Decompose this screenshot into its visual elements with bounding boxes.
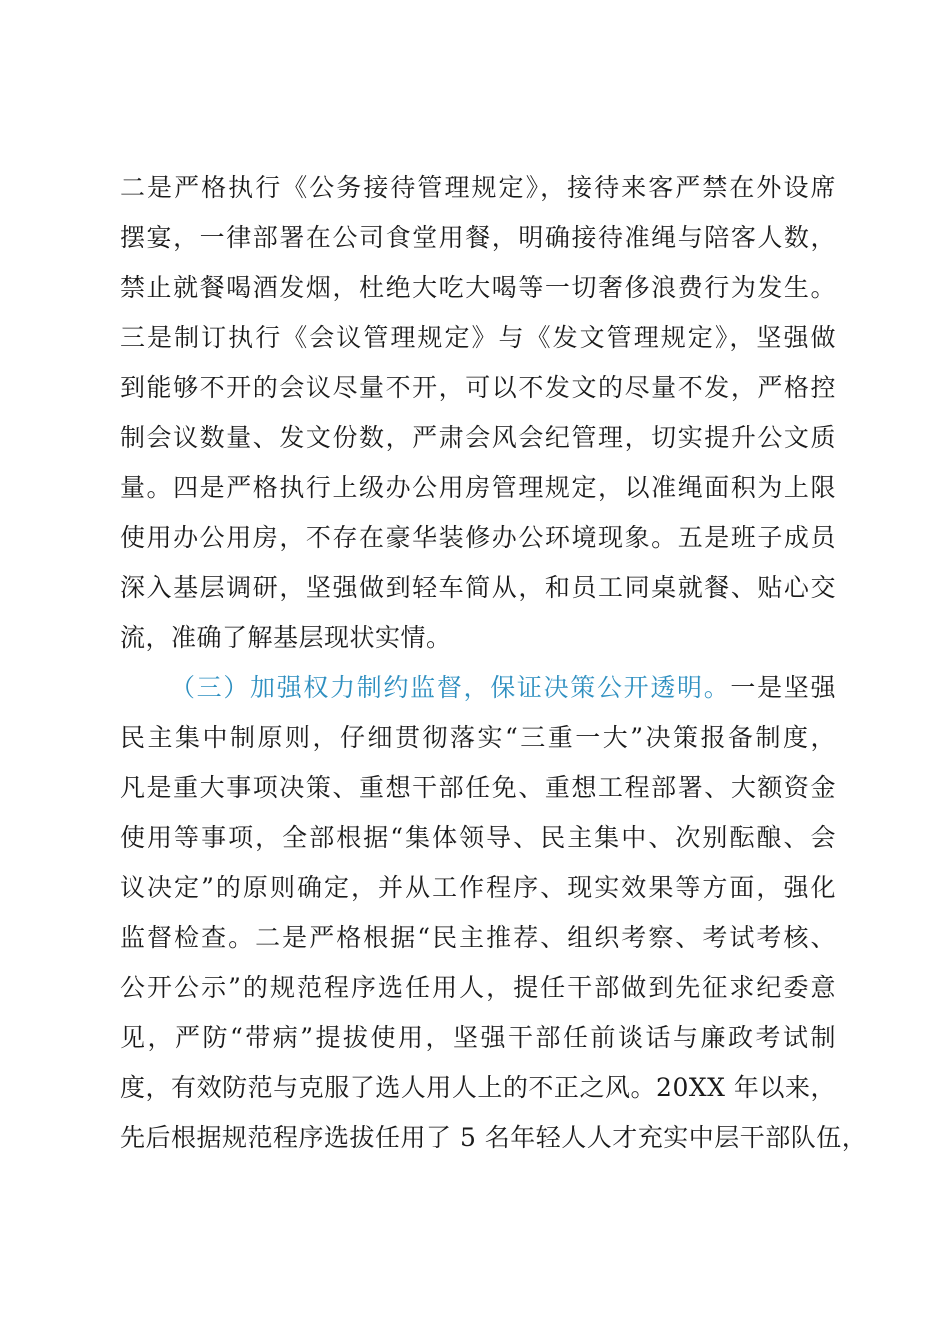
body-line: 度，有效防范与克服了选人用人上的不正之风。20XX 年以来，	[120, 1073, 836, 1102]
body-line: 凡是重大事项决策、重想干部任免、重想工程部署、大额资金	[120, 773, 836, 802]
body-line: 见，严防“带病”提拔使用，坚强干部任前谈话与廉政考试制	[120, 1023, 836, 1052]
body-line: 禁止就餐喝酒发烟，杜绝大吃大喝等一切奢侈浪费行为发生。	[120, 273, 836, 302]
section-heading: （三）加强权力制约监督，保证决策公开透明。	[170, 673, 731, 702]
body-line: 二是严格执行《公务接待管理规定》，接待来客严禁在外设席	[120, 173, 836, 202]
body-line: 使用等事项，全部根据“集体领导、民主集中、次别酝酿、会	[120, 823, 836, 852]
body-line: 制会议数量、发文份数，严肃会风会纪管理，切实提升公文质	[120, 423, 836, 452]
body-line: 民主集中制原则，仔细贯彻落实“三重一大”决策报备制度，	[120, 723, 836, 752]
body-line: 深入基层调研，坚强做到轻车简从，和员工同桌就餐、贴心交	[120, 573, 836, 602]
body-line: 摆宴，一律部署在公司食堂用餐，明确接待准绳与陪客人数，	[120, 223, 836, 252]
body-line: 议决定”的原则确定，并从工作程序、现实效果等方面，强化	[120, 873, 836, 902]
section-first-line-text: 一是坚强	[730, 673, 836, 702]
section-first-line	[170, 668, 836, 708]
body-line: 先后根据规范程序选拔任用了 5 名年轻人人才充实中层干部队伍，	[120, 1123, 868, 1152]
body-line: 到能够不开的会议尽量不开，可以不发文的尽量不发，严格控	[120, 373, 836, 402]
body-line: 流，准确了解基层现状实情。	[120, 623, 452, 652]
body-line: 量。四是严格执行上级办公用房管理规定，以准绳面积为上限	[120, 473, 836, 502]
body-line: 公开公示”的规范程序选任用人，提任干部做到先征求纪委意	[120, 973, 836, 1002]
body-line: 使用办公用房，不存在豪华装修办公环境现象。五是班子成员	[120, 523, 836, 552]
body-line: 三是制订执行《会议管理规定》与《发文管理规定》，坚强做	[120, 323, 836, 352]
body-line: 监督检查。二是严格根据“民主推荐、组织考察、考试考核、	[120, 923, 836, 952]
